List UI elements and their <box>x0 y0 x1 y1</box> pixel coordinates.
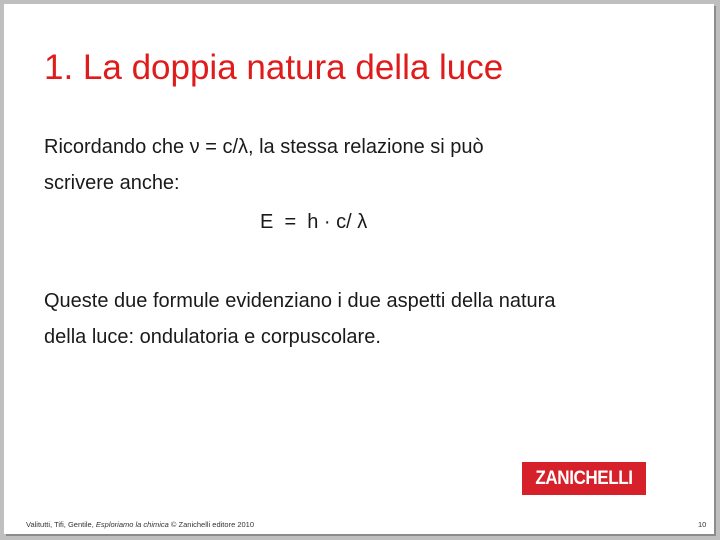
page-number: 10 <box>698 520 707 529</box>
intro-line-2: scrivere anche: <box>44 172 180 194</box>
logo-text: ZANICHELLI <box>535 467 633 489</box>
footer-book-title: Esploriamo la chimica <box>95 520 169 529</box>
conclusion-line-1: Queste due formule evidenziano i due aspetti della natura <box>44 290 556 312</box>
energy-formula: E = h · c/ λ <box>260 211 368 233</box>
footer-publisher: © Zanichelli editore 2010 <box>168 520 255 529</box>
conclusion-paragraph <box>44 283 684 355</box>
zanichelli-logo <box>522 462 646 495</box>
intro-paragraph <box>44 129 684 201</box>
conclusion-line-2: della luce: ondulatoria e corpuscolare. <box>44 326 381 348</box>
footer-credits <box>26 520 254 529</box>
slide-title: 1. La doppia natura della luce <box>44 48 504 87</box>
slide <box>4 4 714 534</box>
intro-line-1: Ricordando che ν = c/λ, la stessa relazione si può <box>44 136 484 158</box>
footer-authors: Valitutti, Tifi, Gentile, <box>26 520 96 529</box>
